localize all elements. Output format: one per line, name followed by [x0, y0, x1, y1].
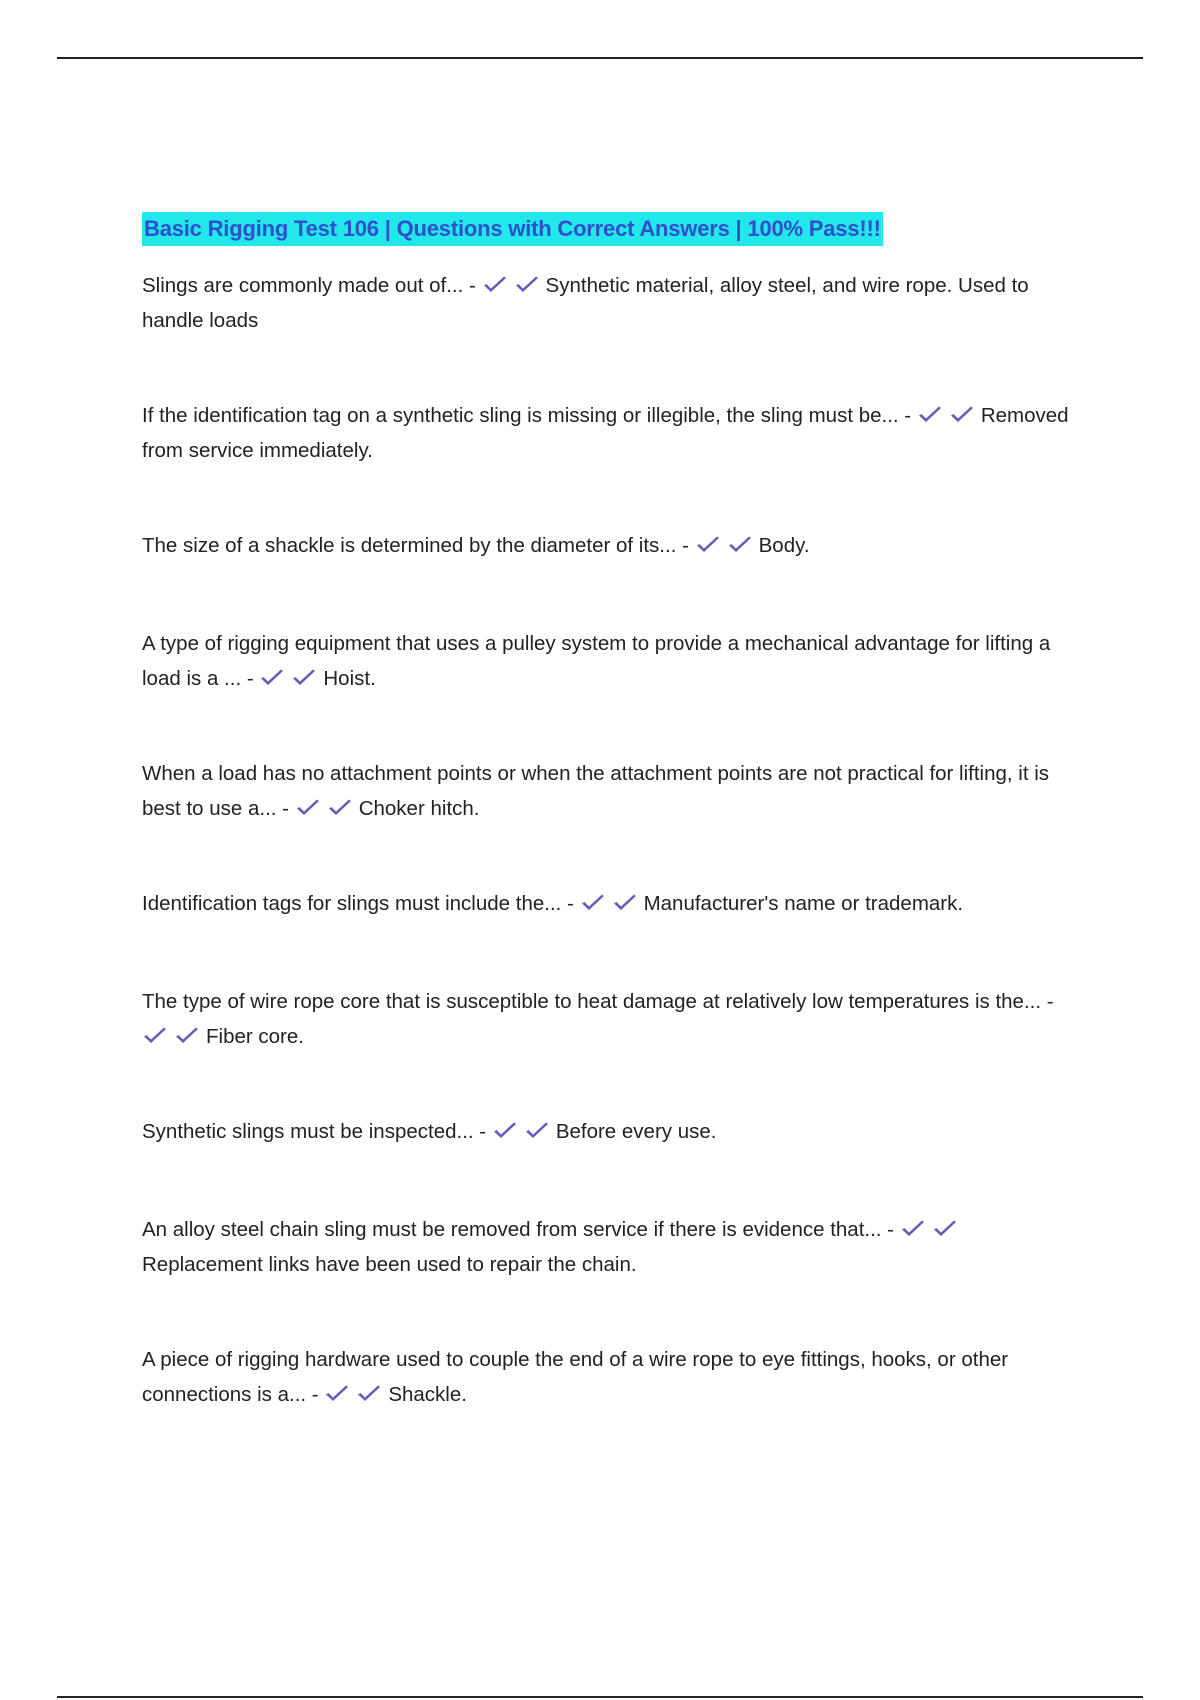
check-icon — [612, 893, 638, 913]
check-icon — [295, 798, 321, 818]
answer-text: Removed from service immediately. — [142, 404, 1069, 462]
bottom-rule — [57, 1696, 1143, 1698]
answer-text: Choker hitch. — [358, 797, 480, 820]
separator: - — [676, 534, 695, 557]
question-text: The type of wire rope core that is susceptible to heat damage at relatively low temperatures is the... — [142, 990, 1042, 1013]
qa-item — [142, 398, 1072, 468]
check-icon — [949, 405, 975, 425]
separator: - — [1041, 990, 1054, 1013]
qa-item — [142, 528, 1072, 563]
qa-item — [142, 756, 1072, 826]
separator: - — [898, 404, 917, 427]
check-icon — [291, 668, 317, 688]
qa-item — [142, 1212, 1072, 1282]
question-text: Slings are commonly made out of... — [142, 274, 464, 297]
question-text: Identification tags for slings must include the... — [142, 892, 562, 915]
answer-text: Before every use. — [555, 1120, 717, 1143]
separator: - — [276, 797, 295, 820]
qa-item — [142, 268, 1072, 338]
qa-item — [142, 886, 1072, 921]
answer-text: Shackle. — [388, 1383, 467, 1406]
check-icon — [324, 1384, 350, 1404]
qa-item — [142, 1114, 1072, 1149]
check-icon — [482, 275, 508, 295]
check-icon — [259, 668, 285, 688]
check-icon — [524, 1121, 550, 1141]
check-icon — [492, 1121, 518, 1141]
question-text: A piece of rigging hardware used to couple the end of a wire rope to eye fittings, hooks, or other connections is a... — [142, 1348, 1009, 1406]
qa-item — [142, 1342, 1072, 1412]
document-title-wrap — [142, 212, 1072, 246]
separator: - — [473, 1120, 492, 1143]
qa-item — [142, 984, 1072, 1054]
separator: - — [241, 667, 260, 690]
separator: - — [463, 274, 482, 297]
answer-text: Replacement links have been used to repair the chain. — [142, 1253, 637, 1276]
separator: - — [306, 1383, 325, 1406]
check-icon — [327, 798, 353, 818]
top-rule — [57, 57, 1143, 59]
document-title: Basic Rigging Test 106 | Questions with Correct Answers | 100% Pass!!! — [142, 212, 883, 246]
question-text: A type of rigging equipment that uses a pulley system to provide a mechanical advantage for lifting a load is a ... — [142, 632, 1051, 690]
check-icon — [917, 405, 943, 425]
document-body — [142, 212, 1072, 1472]
question-text: An alloy steel chain sling must be removed from service if there is evidence that... — [142, 1218, 882, 1241]
qa-list — [142, 268, 1072, 1412]
separator: - — [561, 892, 580, 915]
question-text: Synthetic slings must be inspected... — [142, 1120, 474, 1143]
answer-text: Fiber core. — [206, 1025, 304, 1048]
question-text: When a load has no attachment points or when the attachment points are not practical for lifting, it is best to use a... — [142, 762, 1050, 820]
answer-text: Manufacturer's name or trademark. — [643, 892, 964, 915]
check-icon — [580, 893, 606, 913]
question-text: The size of a shackle is determined by the diameter of its... — [142, 534, 677, 557]
answer-text: Hoist. — [323, 667, 376, 690]
check-icon — [900, 1219, 926, 1239]
separator: - — [881, 1218, 900, 1241]
check-icon — [932, 1219, 958, 1239]
qa-item — [142, 626, 1072, 696]
answer-text: Synthetic material, alloy steel, and wire rope. Used to handle loads — [142, 274, 1029, 332]
answer-text: Body. — [758, 534, 810, 557]
question-text: If the identification tag on a synthetic sling is missing or illegible, the sling must be... — [142, 404, 899, 427]
check-icon — [142, 1026, 168, 1046]
check-icon — [174, 1026, 200, 1046]
check-icon — [695, 535, 721, 555]
check-icon — [727, 535, 753, 555]
check-icon — [356, 1384, 382, 1404]
check-icon — [514, 275, 540, 295]
